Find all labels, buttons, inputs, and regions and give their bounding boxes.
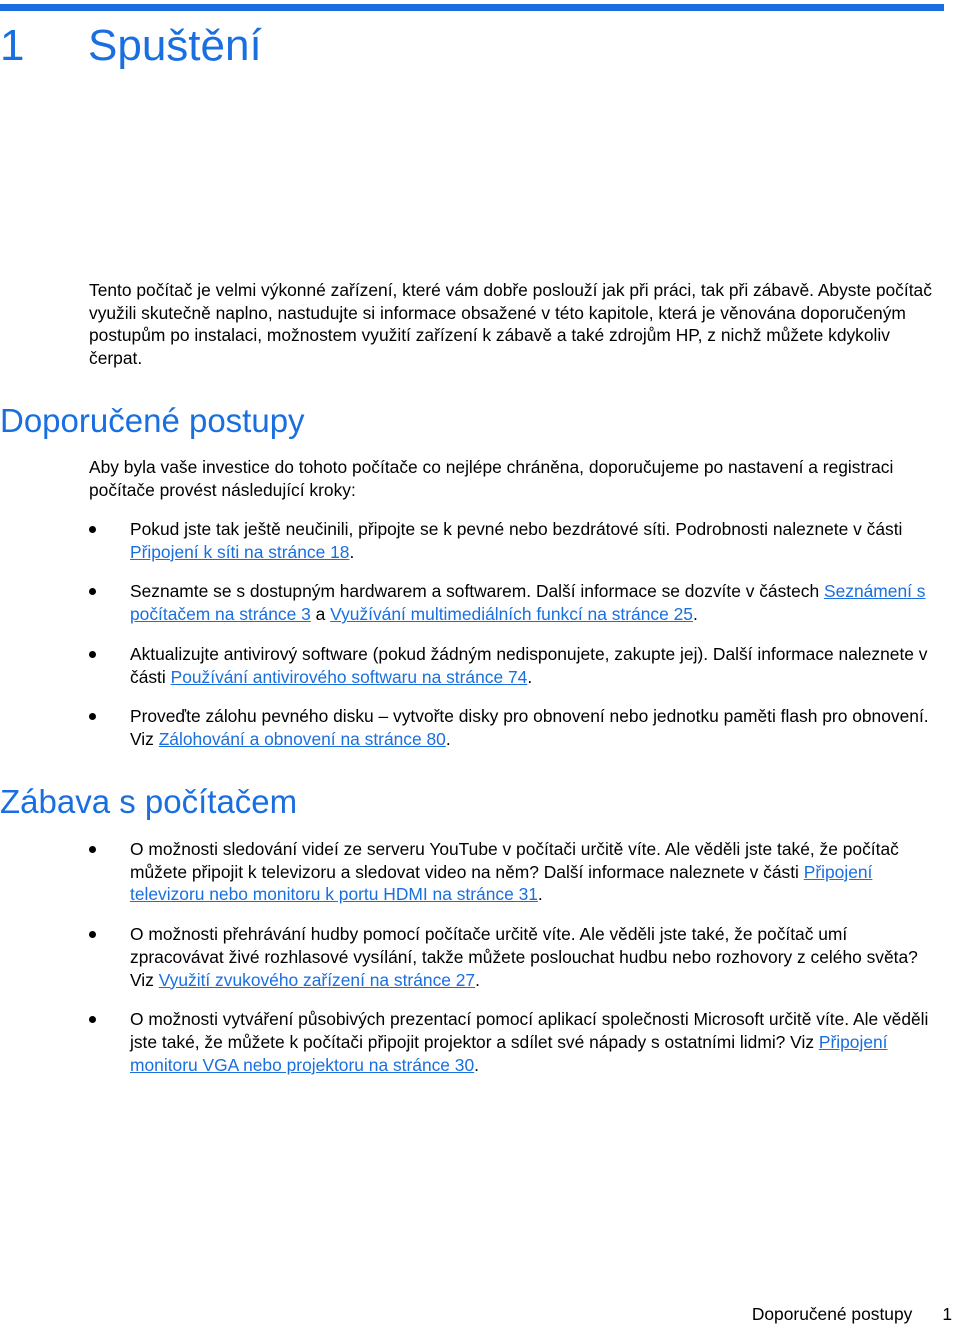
list-item-end: . xyxy=(527,666,533,687)
list-item-end: . xyxy=(349,541,355,562)
list-item xyxy=(89,705,944,750)
section-heading-doporucene-postupy: Doporučené postupy xyxy=(0,402,305,439)
link-antivirovy-software[interactable]: Používání antivirového softwaru na stránce 74 xyxy=(170,666,528,687)
chapter-title-text: Spuštění xyxy=(88,21,262,70)
chapter-top-rule xyxy=(0,4,944,11)
link-seznameni-s-pocitacem[interactable]: Seznámení s počítačem na stránce 3 xyxy=(130,581,926,625)
bullet-icon xyxy=(89,588,96,595)
bullet-icon xyxy=(89,1016,96,1023)
list-item xyxy=(89,580,944,625)
list-item-middle: a xyxy=(310,604,331,625)
list-item xyxy=(89,1008,944,1076)
bullet-icon xyxy=(89,713,96,720)
list-item xyxy=(89,923,944,991)
list-item xyxy=(89,518,944,563)
bullet-icon xyxy=(89,846,96,853)
bullet-icon xyxy=(89,651,96,658)
list-item-end: . xyxy=(692,604,698,625)
link-vyuzivani-multimedialnich-funkci[interactable]: Využívání multimediálních funkcí na stránce 25 xyxy=(330,604,693,625)
intro-paragraph: Tento počítač je velmi výkonné zařízení, které vám dobře poslouží jak při práci, tak při zábavě. Abyste počítač využili skutečně naplno, nastudujte si informace obsažené v této kapitole, která je věnována doporučeným postupům po instalaci, možnostem využití zařízení k zábavě a také zdrojům HP, z nichž můžete kdykoliv čerpat. xyxy=(89,280,932,369)
link-pripojeni-k-siti[interactable]: Připojení k síti na stránce 18 xyxy=(130,541,350,562)
list-item-text: O možnosti přehrávání hudby pomocí počítače určitě víte. Ale věděli jste také, že počítač umí zpracovávat živé rozhlasové vysílání, takže můžete poslouchat hudbu nebo rozhovory z celého světa? Viz xyxy=(130,924,918,990)
link-vyuziti-zvukoveho-zarizeni[interactable]: Využití zvukového zařízení na stránce 27 xyxy=(158,969,476,990)
list-item-text: O možnosti vytváření působivých prezentací pomocí aplikací společnosti Microsoft určitě víte. Ale věděli jste také, že můžete k počítači připojit projektor a sdílet své nápady s ostatními lidmi? Viz xyxy=(130,1009,929,1052)
link-zalohovani-a-obnoveni[interactable]: Zálohování a obnovení na stránce 80 xyxy=(158,728,446,749)
list-item xyxy=(89,838,944,906)
link-pripojeni-monitoru-vga[interactable]: Připojení monitoru VGA nebo projektoru na stránce 30 xyxy=(130,1031,888,1075)
bullet-icon xyxy=(89,526,96,533)
list-item xyxy=(89,643,944,688)
doporucene-postupy-list xyxy=(89,518,944,768)
section-heading-zabava-s-pocitacem: Zábava s počítačem xyxy=(0,783,298,820)
doporucene-lead-paragraph: Aby byla vaše investice do tohoto počítače co nejlépe chráněna, doporučujeme po nastavení a registraci počítače provést následující kroky: xyxy=(89,457,894,500)
bullet-icon xyxy=(89,931,96,938)
list-item-text: Aktualizujte antivirový software (pokud žádným nedisponujete, zakupte jej). Další informace naleznete v části xyxy=(130,643,928,687)
chapter-title xyxy=(0,18,262,74)
list-item-text: Proveďte zálohu pevného disku – vytvořte disky pro obnovení nebo jednotku paměti flash pro obnovení. Viz xyxy=(130,706,929,749)
zabava-list xyxy=(89,838,944,1093)
list-item-end: . xyxy=(445,728,451,749)
list-item-text: Pokud jste tak ještě neučinili, připojte se k pevné nebo bezdrátové síti. Podrobnosti naleznete v části xyxy=(130,519,903,539)
page-footer xyxy=(752,1303,952,1325)
chapter-number: 1 xyxy=(0,21,25,70)
list-item-end: . xyxy=(475,969,480,990)
footer-page-number: 1 xyxy=(942,1304,952,1324)
list-item-text: Seznamte se s dostupným hardwarem a softwarem. Další informace se dozvíte v částech xyxy=(130,581,824,602)
list-item-end: . xyxy=(474,1054,479,1075)
link-pripojeni-televizoru-hdmi[interactable]: Připojení televizoru nebo monitoru k portu HDMI na stránce 31 xyxy=(130,861,873,905)
list-item-end: . xyxy=(537,884,543,905)
footer-section-title: Doporučené postupy xyxy=(751,1304,913,1324)
list-item-text: O možnosti sledování videí ze serveru YouTube v počítači určitě víte. Ale věděli jste také, že počítač můžete připojit k televizoru a sledovat video na něm? Další informace naleznete v části xyxy=(130,839,899,882)
